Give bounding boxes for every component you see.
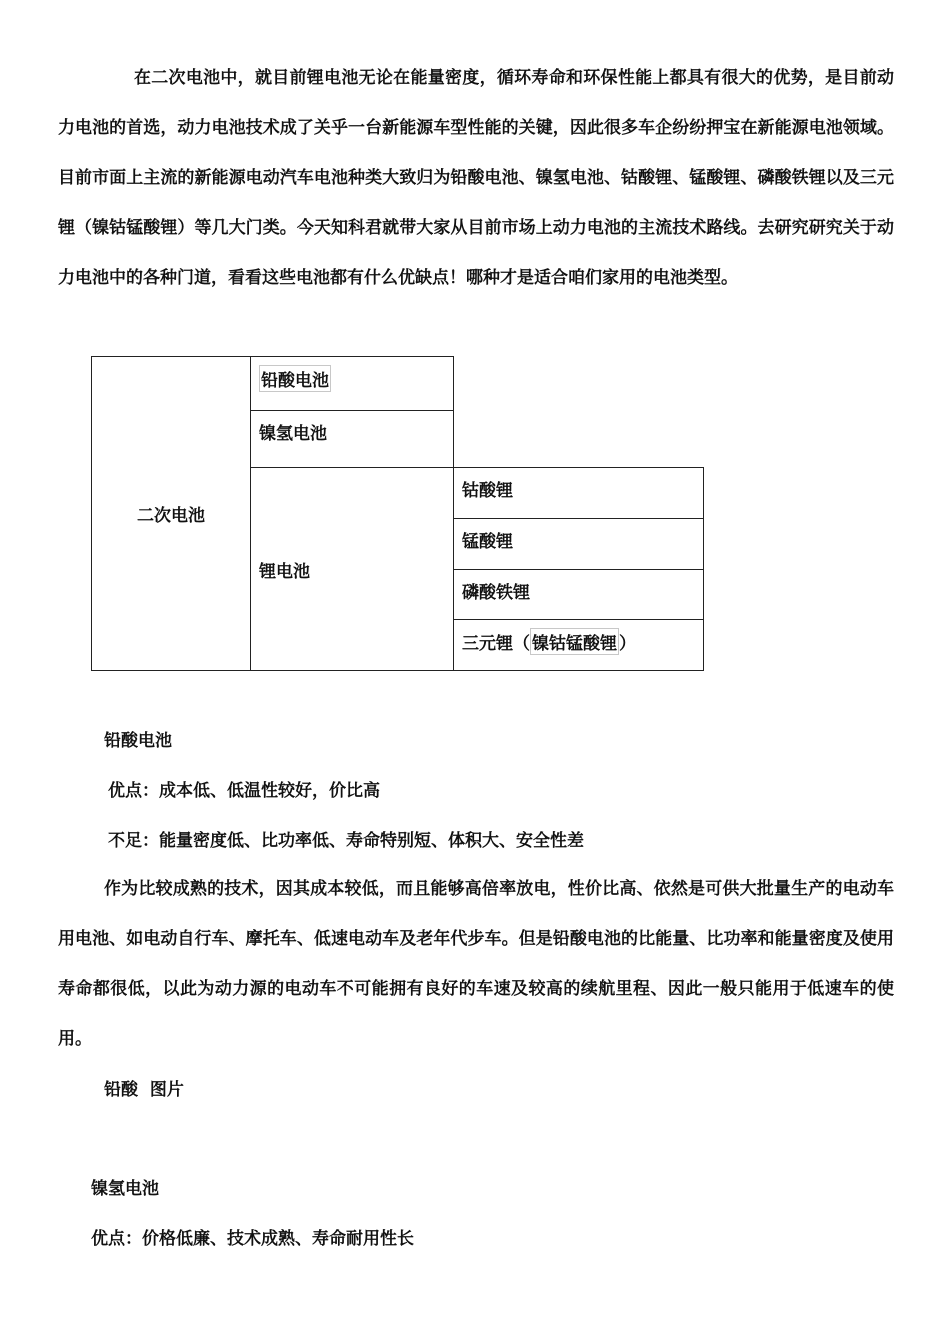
table-cell-nimh (251, 411, 454, 468)
table-lithium-label: 锂电池 (259, 561, 310, 582)
table-ternary-boxed: 镍钴锰酸锂 (530, 628, 619, 655)
table-nimh-label: 镍氢电池 (259, 424, 327, 444)
lead-acid-cons: 不足：能量密度低、比功率低、寿命特别短、体积大、安全性差 (108, 831, 584, 851)
nimh-heading: 镍氢电池 (91, 1179, 159, 1199)
table-cell-licoo (454, 468, 704, 519)
table-licoo-label: 钴酸锂 (462, 481, 513, 501)
table-cell-lifepo (454, 570, 704, 620)
table-ternary-suffix: ） (619, 634, 636, 654)
table-cell-lead-acid (251, 357, 454, 411)
table-root-label: 二次电池 (137, 506, 205, 526)
lead-acid-heading: 铅酸电池 (104, 731, 172, 751)
lead-acid-body: 作为比较成熟的技术，因其成本较低，而且能够高倍率放电，性价比高、依然是可供大批量生产的电动车用电池、如电动自行车、摩托车、低速电动车及老年代步车。但是铅酸电池的比能量、比功率和能量密度及使用寿命都很低，以此为动力源的电动车不可能拥有良好的车速及较高的续航里程、因此一般只能用于低速车的使用。 (58, 879, 894, 1049)
table-cell-ternary (454, 620, 704, 671)
intro-paragraph: 在二次电池中，就目前锂电池无论在能量密度，循环寿命和环保性能上都具有很大的优势，是目前动力电池的首选，动力电池技术成了关乎一台新能源车型性能的关键，因此很多车企纷纷押宝在新能源电池领域。目前市面上主流的新能源电动汽车电池种类大致归为铅酸电池、镍氢电池、钴酸锂、锰酸锂、磷酸铁锂以及三元锂（镍钴锰酸锂）等几大门类。今天知科君就带大家从目前市场上动力电池的主流技术路线。去研究研究关于动力电池中的各种门道，看看这些电池都有什么优缺点！哪种才是适合咱们家用的电池类型。 (58, 68, 894, 288)
nimh-pros: 优点：价格低廉、技术成熟、寿命耐用性长 (91, 1229, 414, 1249)
table-lead-acid-label: 铅酸电池 (259, 365, 331, 392)
lead-acid-image-caption: 铅酸 图片 (104, 1080, 184, 1100)
battery-classification-table (91, 356, 704, 671)
table-cell-limn (454, 519, 704, 570)
table-limn-label: 锰酸锂 (462, 532, 513, 552)
table-cell-lithium (251, 468, 454, 671)
table-ternary-prefix: 三元锂（ (462, 634, 530, 654)
table-lifepo-label: 磷酸铁锂 (462, 583, 530, 603)
lead-acid-pros: 优点：成本低、低温性较好，价比高 (108, 781, 380, 801)
table-cell-root (92, 357, 251, 671)
